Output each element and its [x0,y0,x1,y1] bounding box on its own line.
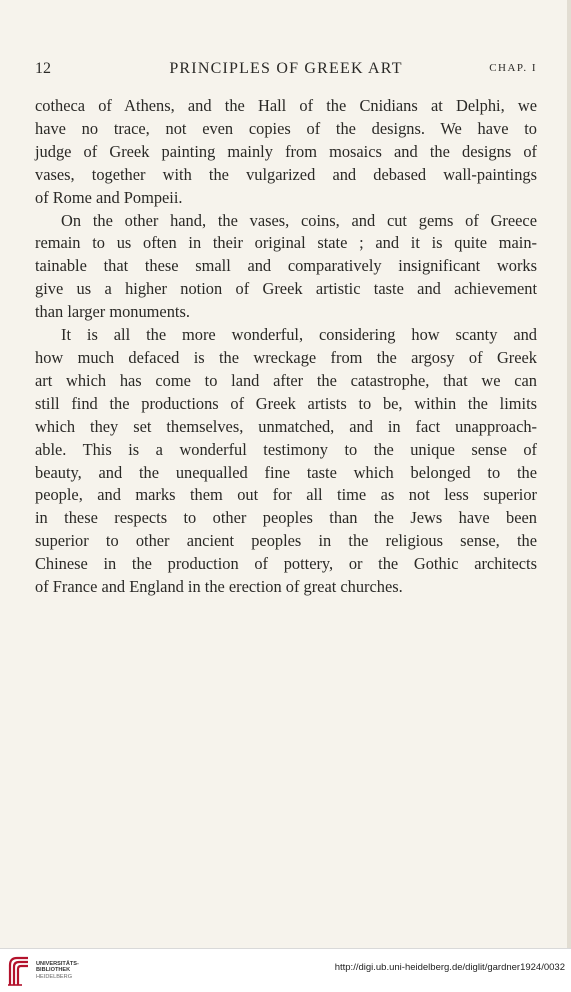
chapter-label: CHAP. I [489,62,537,74]
text-line: in these respects to other peoples than the Jews have been [35,508,537,528]
text-line: tainable that these small and comparatively insignificant works [35,256,537,276]
text-line: On the other hand, the vases, coins, and cut gems of Greece [61,210,537,230]
paragraph-3 [35,324,537,599]
running-head [35,60,537,82]
university-library-logo-icon[interactable] [6,955,32,987]
text-line: how much defaced is the wreckage from the argosy of Greek [35,347,537,367]
text-line: give us a higher notion of Greek artistic taste and achievement [35,279,537,299]
book-title: PRINCIPLES OF GREEK ART [169,60,403,77]
text-line: superior to other ancient peoples in the religious sense, the [35,531,537,551]
text-line: which they set themselves, unmatched, and in fact unapproach- [35,416,537,436]
text-line: remain to us often in their original state ; and it is quite main- [35,233,537,253]
text-line: have no trace, not even copies of the designs. We have to [35,118,537,138]
text-line: beauty, and the unequalled fine taste which belonged to the [35,462,537,482]
library-name-line: UNIVERSITÄTS- [36,961,79,967]
text-line: vases, together with the vulgarized and debased wall-paintings [35,164,537,184]
paragraph-1 [35,95,537,210]
text-line: cotheca of Athens, and the Hall of the Cnidians at Delphi, we [35,96,537,115]
text-line: people, and marks them out for all time as not less superior [35,485,537,505]
text-line: than larger monuments. [35,302,190,322]
paragraph-2 [35,210,537,325]
page-number: 12 [35,60,51,77]
source-url-link[interactable]: http://digi.ub.uni-heidelberg.de/diglit/gardner1924/0032 [334,962,565,973]
library-name [36,961,79,980]
text-line: still find the productions of Greek artists to be, within the limits [35,393,537,413]
library-name-line: BIBLIOTHEK [36,967,71,974]
text-line: of France and England in the erection of great churches. [35,577,403,597]
text-line: of Rome and Pompeii. [35,187,183,207]
body-text [35,95,537,599]
text-line: judge of Greek painting mainly from mosaics and the designs of [35,141,537,161]
text-line: art which has come to land after the catastrophe, that we can [35,370,537,390]
text-line: Chinese in the production of pottery, or the Gothic architects [35,554,537,574]
text-line: able. This is a wonderful testimony to the unique sense of [35,439,537,459]
text-line: It is all the more wonderful, considering how scanty and [61,325,537,345]
library-name-line: HEIDELBERG [36,973,73,980]
viewer-footer [0,948,571,992]
